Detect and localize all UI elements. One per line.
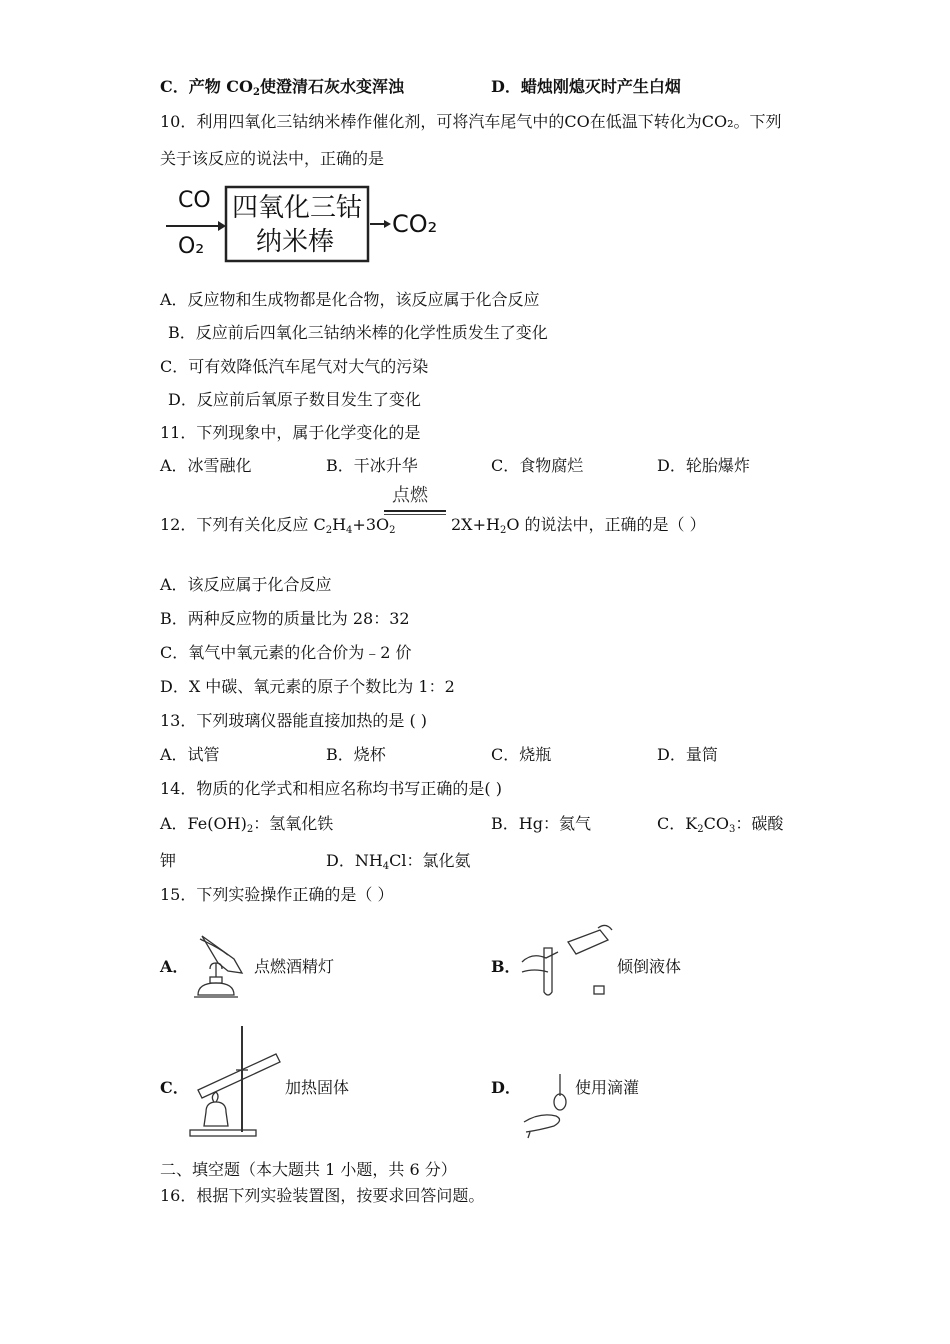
section-2-heading: 二、填空题（本大题共 1 小题，共 6 分） bbox=[160, 1160, 457, 1179]
q11-stem: 11．下列现象中，属于化学变化的是 bbox=[160, 423, 421, 442]
q16-stem: 16．根据下列实验装置图，按要求回答问题。 bbox=[160, 1186, 485, 1205]
q10-stem-line1: 10．利用四氧化三钴纳米棒作催化剂，可将汽车尾气中的CO在低温下转化为CO₂。下列 bbox=[160, 112, 782, 131]
q12-option-a: A．该反应属于化合反应 bbox=[160, 575, 332, 594]
q13-option-b: B．烧杯 bbox=[326, 745, 386, 764]
q14-option-c-wrap: 钾 bbox=[160, 851, 177, 870]
q12-option-d: D．X 中碳、氧元素的原子个数比为 1：2 bbox=[160, 677, 455, 696]
heating-solid-image bbox=[186, 1024, 282, 1140]
q14-option-d: D．$NH_4Cl$：氯化氨 bbox=[326, 851, 471, 872]
q15-option-d-label: D． bbox=[491, 1078, 521, 1097]
q15-stem: 15．下列实验操作正确的是（ ） bbox=[160, 885, 394, 904]
output-co2-label: CO₂ bbox=[392, 210, 438, 238]
q13-option-d: D．量筒 bbox=[657, 745, 718, 764]
q13-stem: 13．下列玻璃仪器能直接加热的是 ( ) bbox=[160, 711, 428, 730]
alcohol-lamp-lighting-image bbox=[188, 933, 250, 1005]
q15-option-b-label: B． bbox=[491, 957, 521, 976]
q10-option-b: B．反应前后四氧化三钴纳米棒的化学性质发生了变化 bbox=[168, 323, 548, 342]
q10-option-c: C．可有效降低汽车尾气对大气的污染 bbox=[160, 357, 429, 376]
q14-stem: 14．物质的化学式和相应名称均书写正确的是( ) bbox=[160, 779, 502, 798]
q15-option-d-text: 使用滴灌 bbox=[575, 1078, 640, 1097]
q10-stem-line2: 关于该反应的说法中，正确的是 bbox=[160, 149, 385, 168]
pouring-liquid-sketch bbox=[518, 922, 614, 1002]
input-o2-label: O₂ bbox=[178, 234, 205, 259]
q14-option-b: B．Hg：氦气 bbox=[491, 814, 591, 833]
q9-option-c: C．产物 $CO_2$使澄清石灰水变浑浊 bbox=[160, 77, 404, 98]
reaction-equal-line-top bbox=[384, 510, 446, 512]
input-co-label: CO bbox=[178, 188, 211, 213]
q11-option-b: B．干冰升华 bbox=[326, 456, 418, 475]
q15-option-a-label: A． bbox=[160, 957, 189, 976]
q14-option-a: A．$Fe(OH)_2$：氢氧化铁 bbox=[160, 814, 334, 835]
q12-stem-rest: $2X+H_2O$ 的说法中，正确的是（ ） bbox=[451, 515, 706, 536]
q11-option-c: C．食物腐烂 bbox=[491, 456, 584, 475]
q12-option-c: C．氧气中氧元素的化合价为﹣2 价 bbox=[160, 643, 412, 662]
q14-option-c: C．$K_2CO_3$：碳酸 bbox=[657, 814, 784, 835]
q11-option-a: A．冰雪融化 bbox=[160, 456, 252, 475]
q12-option-b: B．两种反应物的质量比为 28：32 bbox=[160, 609, 410, 628]
catalyst-diagram bbox=[160, 182, 450, 266]
heating-solid-sketch bbox=[186, 1024, 282, 1140]
q10-option-d: D．反应前后氧原子数目发生了变化 bbox=[168, 390, 421, 409]
q13-option-c: C．烧瓶 bbox=[491, 745, 552, 764]
q13-option-a: A．试管 bbox=[160, 745, 220, 764]
reaction-equal-line-bottom bbox=[384, 514, 446, 515]
dropper-image bbox=[520, 1072, 572, 1140]
alcohol-lamp-sketch bbox=[188, 933, 250, 1005]
q15-option-b-text: 倾倒液体 bbox=[617, 957, 682, 976]
q10-option-a: A．反应物和生成物都是化合物，该反应属于化合反应 bbox=[160, 290, 540, 309]
q9-option-d: D．蜡烛刚熄灭时产生白烟 bbox=[491, 77, 681, 96]
pouring-liquid-image bbox=[518, 922, 614, 1002]
q11-option-d: D．轮胎爆炸 bbox=[657, 456, 750, 475]
dropper-sketch bbox=[520, 1072, 572, 1140]
catalyst-name-line1: 四氧化三钴 bbox=[232, 193, 363, 223]
q15-option-c-text: 加热固体 bbox=[285, 1078, 350, 1097]
q15-option-a-text: 点燃酒精灯 bbox=[254, 957, 335, 976]
q15-option-c-label: C． bbox=[160, 1078, 189, 1097]
output-arrow-head bbox=[384, 220, 391, 228]
q12-stem: 12．下列有关化反应 $C_2H_4+3O_2$ bbox=[160, 515, 396, 536]
catalyst-name-line2: 纳米棒 bbox=[256, 227, 335, 257]
reaction-condition-label: 点燃 bbox=[392, 485, 428, 506]
